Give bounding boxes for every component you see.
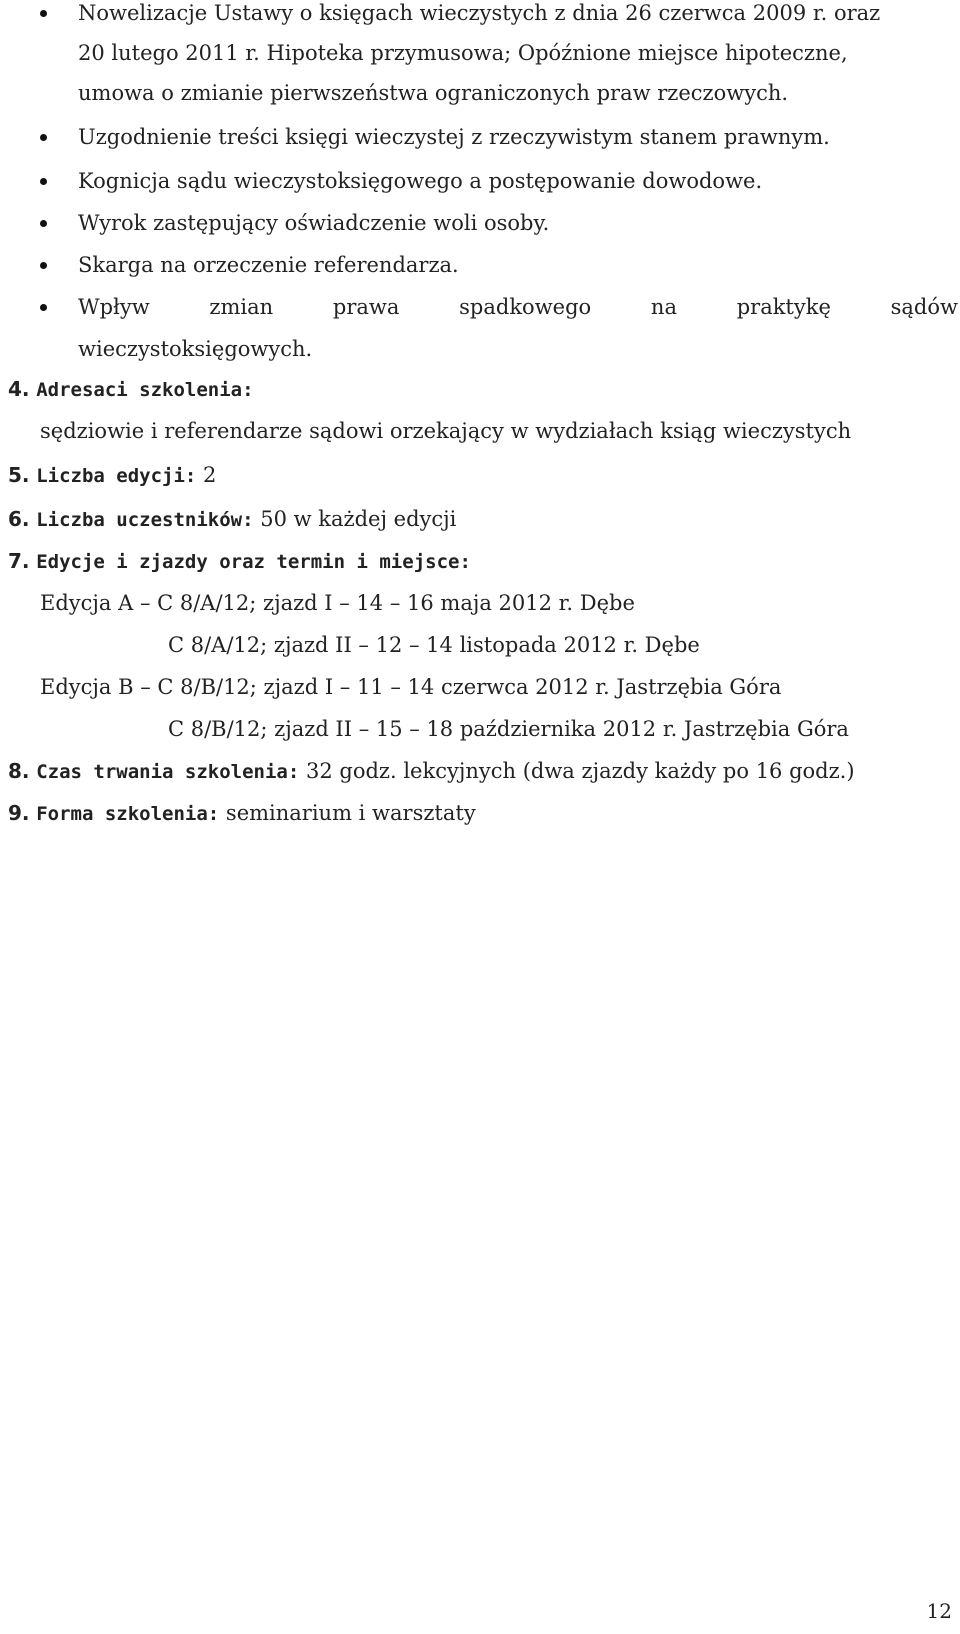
section-number: 9.	[8, 801, 30, 825]
list-item-text: Skarga na orzeczenie referendarza.	[78, 253, 459, 277]
section-label: Czas trwania szkolenia:	[36, 761, 300, 783]
section-4-heading	[8, 374, 254, 405]
section-number: 4.	[8, 377, 30, 401]
list-item-text: 20 lutego 2011 r. Hipoteka przymusowa; Opóźnione miejsce hipoteczne,	[78, 41, 848, 65]
bullet-icon	[40, 134, 47, 141]
list-item-text: Kognicja sądu wieczystoksięgowego a postępowanie dowodowe.	[78, 169, 763, 193]
edition-line: Edycja A – C 8/A/12; zjazd I – 14 – 16 maja 2012 r. Dębe	[40, 591, 635, 615]
bullet-icon	[40, 178, 47, 185]
list-item-text: Wpływ zmian prawa spadkowego na praktykę sądów	[78, 295, 958, 319]
section-number: 8.	[8, 759, 30, 783]
section-label: Liczba edycji:	[36, 465, 197, 487]
list-item-text: Uzgodnienie treści księgi wieczystej z rzeczywistym stanem prawnym.	[78, 125, 830, 149]
bullet-icon	[40, 304, 47, 311]
section-7-heading	[8, 546, 471, 577]
section-label: Edycje i zjazdy oraz termin i miejsce:	[36, 551, 471, 573]
section-4-value: sędziowie i referendarze sądowi orzekający w wydziałach ksiąg wieczystych	[40, 419, 852, 443]
section-9	[8, 798, 476, 829]
bullet-icon	[40, 220, 47, 227]
section-number: 7.	[8, 549, 30, 573]
list-item-text: wieczystoksięgowych.	[78, 337, 313, 361]
section-value: seminarium i warsztaty	[225, 801, 476, 825]
section-label: Liczba uczestników:	[36, 509, 254, 531]
edition-line: C 8/A/12; zjazd II – 12 – 14 listopada 2012 r. Dębe	[168, 633, 700, 657]
edition-line: Edycja B – C 8/B/12; zjazd I – 11 – 14 czerwca 2012 r. Jastrzębia Góra	[40, 675, 782, 699]
list-item-text: Wyrok zastępujący oświadczenie woli osoby.	[78, 211, 550, 235]
bullet-icon	[40, 262, 47, 269]
section-number: 5.	[8, 463, 30, 487]
page-number: 12	[926, 1599, 952, 1623]
section-label: Forma szkolenia:	[36, 803, 220, 825]
section-5	[8, 460, 216, 491]
section-8	[8, 756, 855, 787]
section-value: 32 godz. lekcyjnych (dwa zjazdy każdy po 16 godz.)	[306, 759, 855, 783]
edition-line: C 8/B/12; zjazd II – 15 – 18 października 2012 r. Jastrzębia Góra	[168, 717, 849, 741]
list-item-text: umowa o zmianie pierwszeństwa ograniczonych praw rzeczowych.	[78, 81, 789, 105]
section-value: 2	[203, 463, 217, 487]
section-label: Adresaci szkolenia:	[36, 379, 254, 401]
bullet-icon	[40, 10, 47, 17]
section-6	[8, 504, 456, 535]
section-value: 50 w każdej edycji	[260, 507, 457, 531]
section-number: 6.	[8, 507, 30, 531]
list-item-text: Nowelizacje Ustawy o księgach wieczystych z dnia 26 czerwca 2009 r. oraz	[78, 1, 881, 25]
